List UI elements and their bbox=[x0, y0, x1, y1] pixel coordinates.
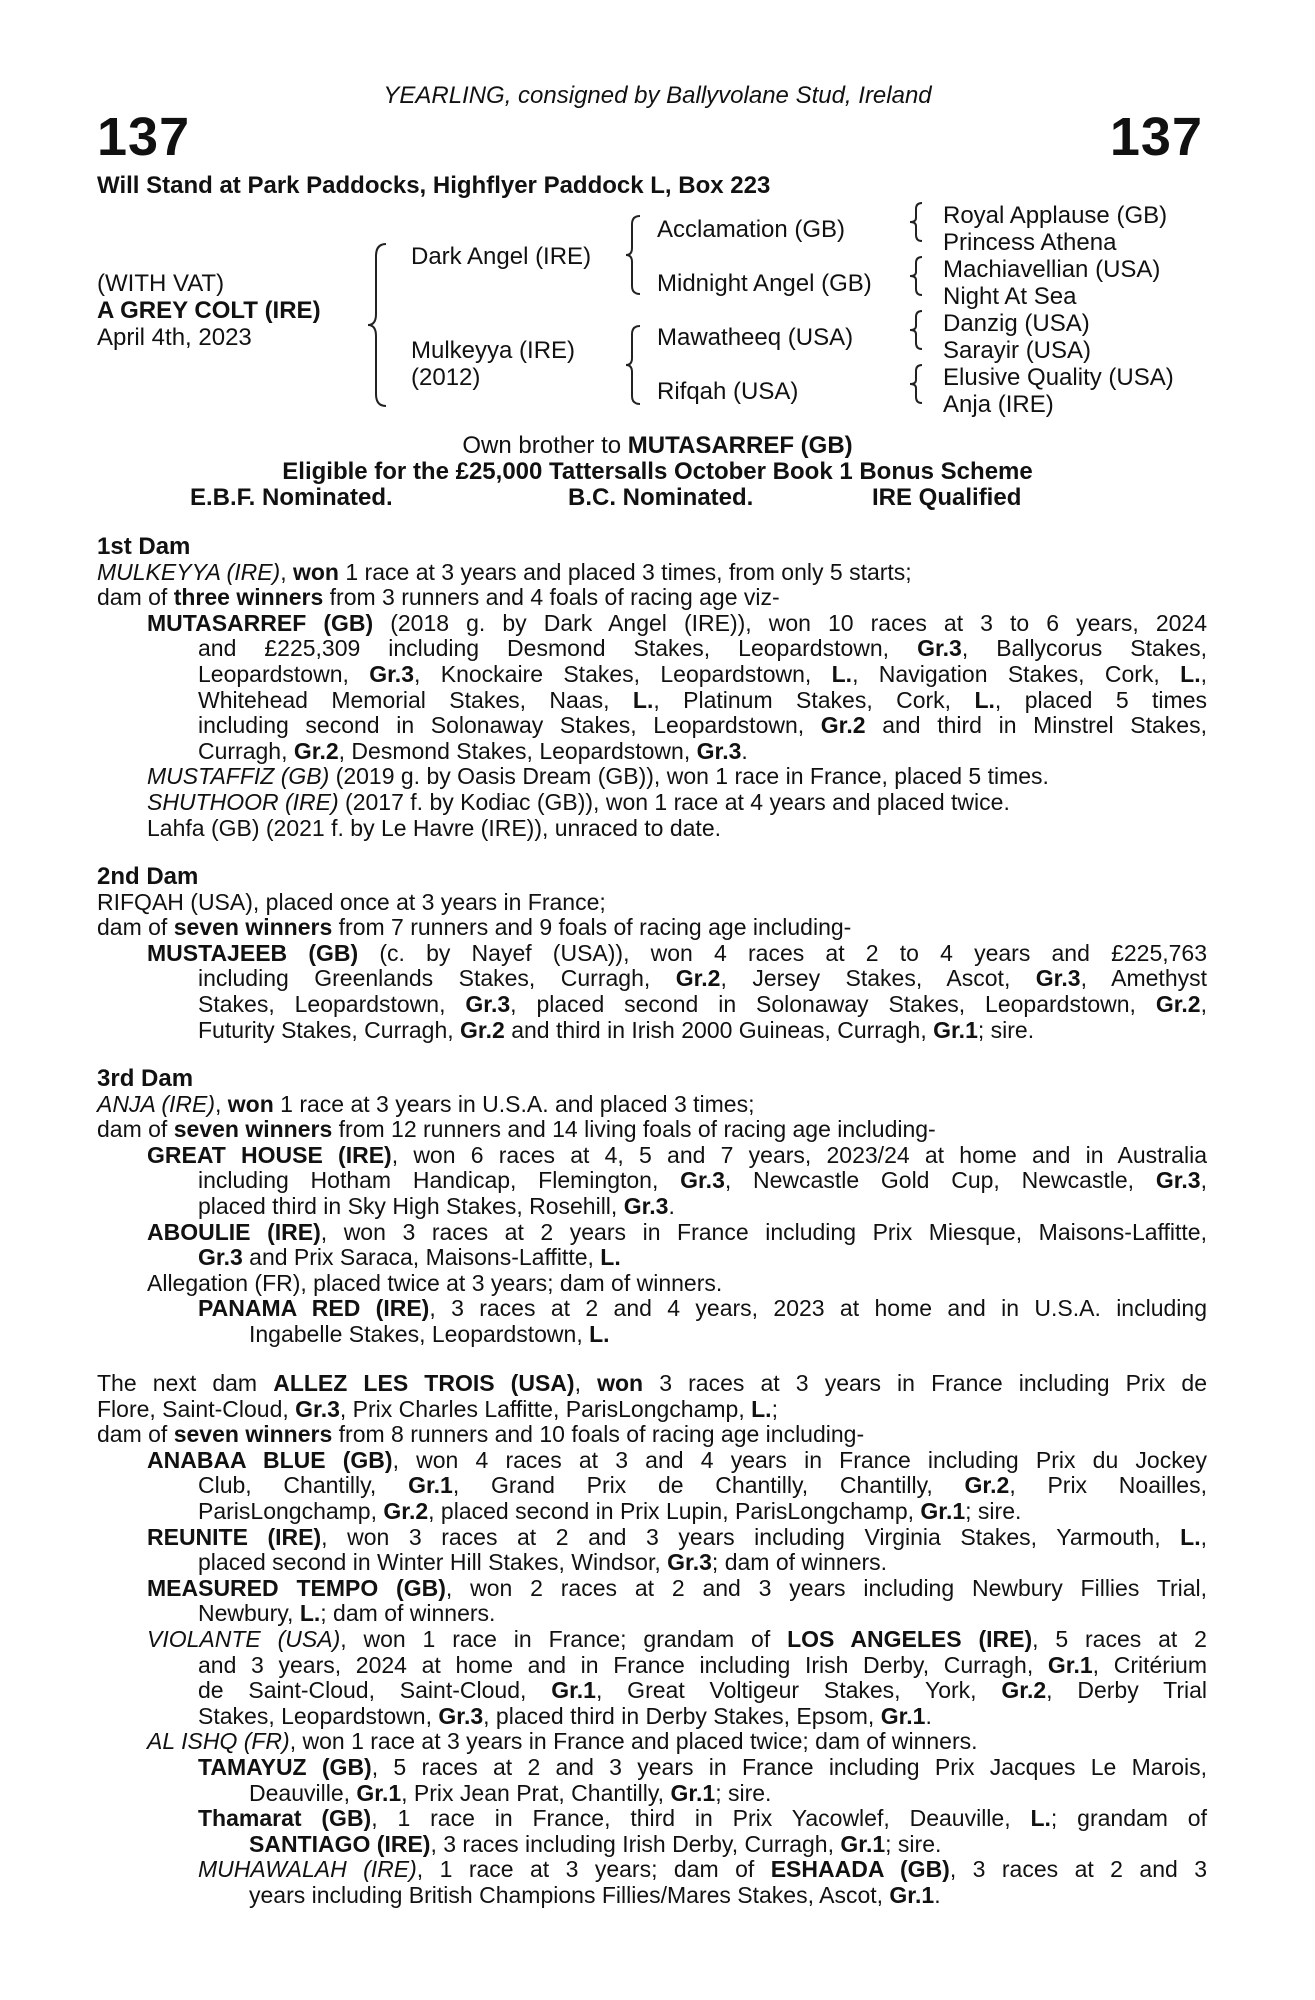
produce-mustajeeb-l1: MUSTAJEEB (GB) (c. by Nayef (USA)), won 4 races at 2 to 4 years and £225,763 bbox=[147, 939, 1208, 966]
produce-measured-tempo-l2: Newbury, L.; dam of winners. bbox=[198, 1600, 496, 1627]
produce-muhawalah-l2: years including British Champions Fillies/Mares Stakes, Ascot, Gr.1. bbox=[249, 1881, 941, 1908]
produce-violante-l2: and 3 years, 2024 at home and in France including Irish Derby, Curragh, Gr.1, Critérium bbox=[198, 1651, 1208, 1678]
bonus-scheme: Eligible for the £25,000 Tattersalls October Book 1 Bonus Scheme bbox=[282, 458, 1033, 485]
produce-reunite-l1: REUNITE (IRE), won 3 races at 2 and 3 years including Virginia Stakes, Yarmouth, L., bbox=[147, 1523, 1207, 1550]
produce-mutasarref-l3: Leopardstown, Gr.3, Knockaire Stakes, Leopardstown, L., Navigation Stakes, Cork, L., bbox=[198, 660, 1208, 687]
third-dam-produce-summary: dam of seven winners from 12 runners and 14 living foals of racing age including- bbox=[97, 1116, 936, 1143]
produce-muhawalah-l1: MUHAWALAH (IRE), 1 race at 3 years; dam of ESHAADA (GB), 3 races at 2 and 3 bbox=[198, 1856, 1208, 1883]
produce-mustajeeb-l3: Stakes, Leopardstown, Gr.3, placed second in Solonaway Stakes, Leopardstown, Gr.2, bbox=[198, 990, 1207, 1017]
produce-panama-red-l1: PANAMA RED (IRE), 3 races at 2 and 4 years, 2023 at home and in U.S.A. including bbox=[198, 1295, 1207, 1322]
second-dam-intro: RIFQAH (USA), placed once at 3 years in France; bbox=[97, 888, 606, 915]
produce-anabaa-blue-l3: ParisLongchamp, Gr.2, placed second in Prix Lupin, ParisLongchamp, Gr.1; sire. bbox=[198, 1497, 1022, 1524]
next-dam-produce-summary: dam of seven winners from 8 runners and 10 foals of racing age including- bbox=[97, 1421, 865, 1448]
ancestor-g3-2: Princess Athena bbox=[943, 229, 1117, 256]
produce-mutasarref-l5: including second in Solonaway Stakes, Leopardstown, Gr.2 and third in Minstrel Stakes, bbox=[198, 712, 1207, 739]
ancestor-g3-5: Danzig (USA) bbox=[943, 310, 1090, 337]
ancestor-g3-8: Anja (IRE) bbox=[943, 391, 1054, 418]
dam-name: Mulkeyya (IRE) bbox=[411, 337, 576, 364]
dam-sire: Mawatheeq (USA) bbox=[657, 324, 854, 351]
produce-mutasarref-l1: MUTASARREF (GB) (2018 g. by Dark Angel (IRE)), won 10 races at 3 to 6 years, 2024 bbox=[147, 609, 1207, 636]
next-dam-intro-l1: The next dam ALLEZ LES TROIS (USA), won 3 races at 3 years in France including Prix de bbox=[97, 1370, 1207, 1396]
ancestor-g3-4: Night At Sea bbox=[943, 283, 1077, 310]
lot-number-right: 137 bbox=[1109, 107, 1203, 167]
own-brother-name: MUTASARREF (GB) bbox=[627, 432, 853, 459]
first-dam-section bbox=[97, 534, 1207, 841]
produce-tamayuz-l1: TAMAYUZ (GB), 5 races at 2 and 3 years in France including Prix Jacques Le Marois, bbox=[198, 1753, 1207, 1780]
consignor-line: YEARLING, consigned by Ballyvolane Stud, Ireland bbox=[383, 82, 932, 109]
g-brace-4 bbox=[910, 362, 926, 406]
sire-dam: Midnight Angel (GB) bbox=[657, 270, 872, 297]
produce-measured-tempo-l1: MEASURED TEMPO (GB), won 2 races at 2 and 3 years including Newbury Fillies Trial, bbox=[147, 1574, 1208, 1601]
produce-mutasarref-l4: Whitehead Memorial Stakes, Naas, L., Platinum Stakes, Cork, L., placed 5 times bbox=[198, 686, 1207, 713]
lot-subject-name: A GREY COLT (IRE) bbox=[97, 297, 321, 324]
g-brace-1 bbox=[910, 200, 926, 244]
third-dam-section bbox=[97, 1066, 1207, 1348]
ancestor-g3-6: Sarayir (USA) bbox=[943, 337, 1092, 364]
produce-mustajeeb-l2: including Greenlands Stakes, Curragh, Gr.2, Jersey Stakes, Ascot, Gr.3, Amethyst bbox=[198, 965, 1208, 992]
ancestor-g3-1: Royal Applause (GB) bbox=[943, 202, 1168, 229]
second-dam-heading: 2nd Dam bbox=[97, 863, 199, 890]
g-brace-2 bbox=[910, 254, 926, 298]
first-dam-heading: 1st Dam bbox=[97, 533, 191, 560]
produce-mutasarref-l2: and £225,309 including Desmond Stakes, Leopardstown, Gr.3, Ballycorus Stakes, bbox=[198, 635, 1207, 662]
sire-brace bbox=[626, 212, 646, 298]
second-dam-section bbox=[97, 864, 1207, 1043]
subject-brace bbox=[368, 240, 392, 410]
next-dam-section bbox=[97, 1371, 1207, 1908]
dam-dam: Rifqah (USA) bbox=[657, 378, 799, 405]
produce-violante-l1: VIOLANTE (USA), won 1 race in France; grandam of LOS ANGELES (IRE), 5 races at 2 bbox=[147, 1625, 1207, 1652]
produce-mustajeeb-l4: Futurity Stakes, Curragh, Gr.2 and third in Irish 2000 Guineas, Curragh, Gr.1; sire. bbox=[198, 1016, 1035, 1043]
foaling-date: April 4th, 2023 bbox=[97, 324, 252, 351]
produce-great-house-l2: including Hotham Handicap, Flemington, Gr.3, Newcastle Gold Cup, Newcastle, Gr.3, bbox=[198, 1167, 1207, 1194]
produce-panama-red-l2: Ingabelle Stakes, Leopardstown, L. bbox=[249, 1320, 610, 1347]
dam-brace bbox=[626, 322, 646, 408]
produce-mutasarref-l6: Curragh, Gr.2, Desmond Stakes, Leopardstown, Gr.3. bbox=[198, 737, 748, 764]
ebf-nominated: E.B.F. Nominated. bbox=[190, 484, 393, 511]
produce-tamayuz-l2: Deauville, Gr.1, Prix Jean Prat, Chantilly, Gr.1; sire. bbox=[249, 1779, 772, 1806]
produce-allegation: Allegation (FR), placed twice at 3 years; dam of winners. bbox=[147, 1269, 723, 1296]
ire-qualified: IRE Qualified bbox=[872, 484, 1022, 511]
produce-shuthoor: SHUTHOOR (IRE) (2017 f. by Kodiac (GB)), won 1 race at 4 years and placed twice. bbox=[147, 788, 1010, 815]
sire-sire: Acclamation (GB) bbox=[657, 216, 846, 243]
produce-great-house-l1: GREAT HOUSE (IRE), won 6 races at 4, 5 and 7 years, 2023/24 at home and in Australia bbox=[147, 1141, 1207, 1168]
next-dam-intro-l2: Flore, Saint-Cloud, Gr.3, Prix Charles Laffitte, ParisLongchamp, L.; bbox=[97, 1395, 778, 1422]
third-dam-intro: ANJA (IRE), won 1 race at 3 years in U.S.A. and placed 3 times; bbox=[97, 1090, 755, 1117]
first-dam-produce-summary: dam of three winners from 3 runners and 4 foals of racing age viz- bbox=[97, 584, 780, 611]
produce-al-ishq: AL ISHQ (FR), won 1 race at 3 years in France and placed twice; dam of winners. bbox=[147, 1728, 978, 1755]
produce-santiago: SANTIAGO (IRE), 3 races including Irish Derby, Curragh, Gr.1; sire. bbox=[249, 1830, 942, 1857]
produce-violante-l4: Stakes, Leopardstown, Gr.3, placed third in Derby Stakes, Epsom, Gr.1. bbox=[198, 1702, 932, 1729]
ancestor-g3-3: Machiavellian (USA) bbox=[943, 256, 1161, 283]
produce-violante-l3: de Saint-Cloud, Saint-Cloud, Gr.1, Great Voltigeur Stakes, York, Gr.2, Derby Trial bbox=[198, 1677, 1208, 1704]
produce-mustaffiz: MUSTAFFIZ (GB) (2019 g. by Oasis Dream (GB)), won 1 race in France, placed 5 times. bbox=[147, 763, 1049, 790]
lot-number-left: 137 bbox=[97, 107, 191, 167]
produce-aboulie-l1: ABOULIE (IRE), won 3 races at 2 years in France including Prix Miesque, Maisons-Laffitte, bbox=[147, 1218, 1207, 1245]
dam-foal-year: (2012) bbox=[411, 364, 481, 391]
produce-thamarat-l1: Thamarat (GB), 1 race in France, third in Prix Yacowlef, Deauville, L.; grandam of bbox=[198, 1805, 1207, 1832]
first-dam-intro: MULKEYYA (IRE), won 1 race at 3 years and placed 3 times, from only 5 starts; bbox=[97, 558, 912, 585]
sire-name: Dark Angel (IRE) bbox=[411, 243, 592, 270]
produce-anabaa-blue-l2: Club, Chantilly, Gr.1, Grand Prix de Chantilly, Chantilly, Gr.2, Prix Noailles, bbox=[198, 1472, 1207, 1499]
stand-location: Will Stand at Park Paddocks, Highflyer Paddock L, Box 223 bbox=[97, 172, 771, 199]
second-dam-produce-summary: dam of seven winners from 7 runners and 9 foals of racing age including- bbox=[97, 914, 852, 941]
bc-nominated: B.C. Nominated. bbox=[568, 484, 754, 511]
own-brother-note bbox=[0, 432, 1315, 460]
produce-reunite-l2: placed second in Winter Hill Stakes, Windsor, Gr.3; dam of winners. bbox=[198, 1549, 888, 1576]
vat-note: (WITH VAT) bbox=[97, 270, 225, 297]
produce-great-house-l3: placed third in Sky High Stakes, Rosehill, Gr.3. bbox=[198, 1192, 675, 1219]
g-brace-3 bbox=[910, 308, 926, 352]
third-dam-heading: 3rd Dam bbox=[97, 1065, 194, 1092]
ancestor-g3-7: Elusive Quality (USA) bbox=[943, 364, 1174, 391]
produce-aboulie-l2: Gr.3 and Prix Saraca, Maisons-Laffitte, L. bbox=[198, 1244, 621, 1271]
produce-lahfa: Lahfa (GB) (2021 f. by Le Havre (IRE)), unraced to date. bbox=[147, 814, 722, 841]
own-brother-prefix: Own brother to bbox=[462, 432, 628, 459]
produce-anabaa-blue-l1: ANABAA BLUE (GB), won 4 races at 3 and 4 years in France including Prix du Jockey bbox=[147, 1446, 1207, 1473]
